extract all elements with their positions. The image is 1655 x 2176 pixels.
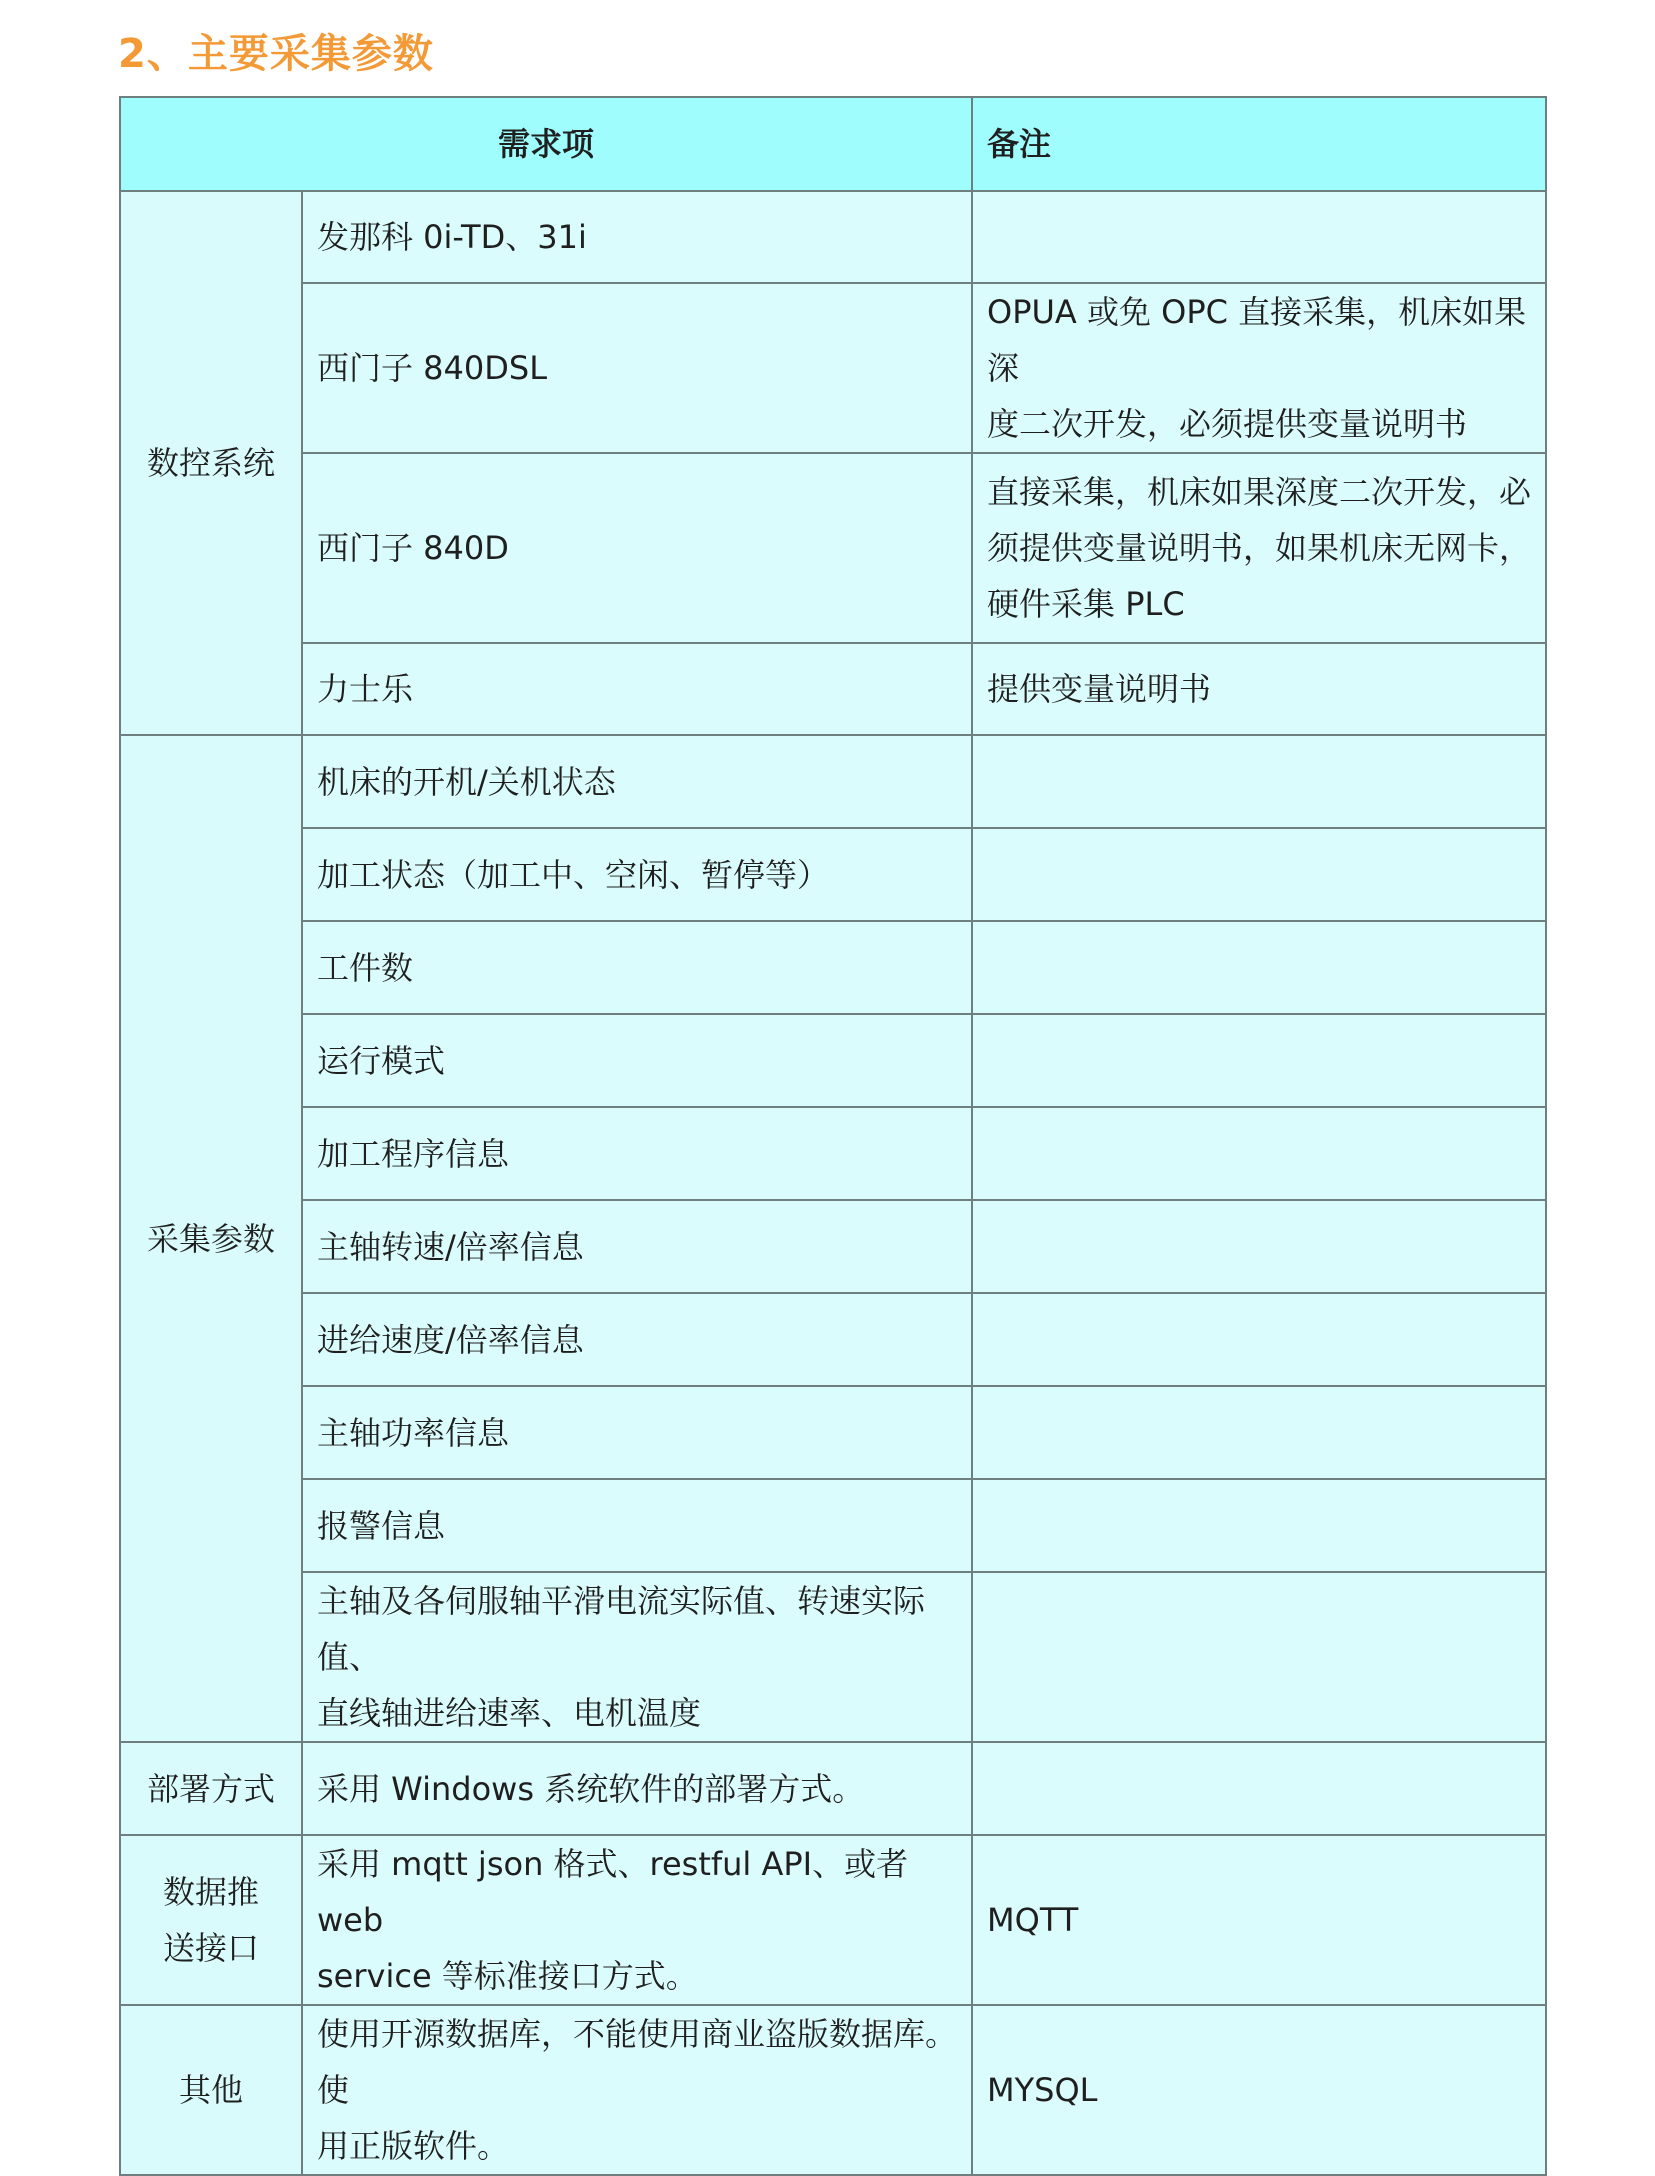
note-cell [972,1386,1546,1479]
table-row [120,828,1546,921]
header-note: 备注 [972,97,1546,191]
note-cell [972,1200,1546,1293]
item-cell: 工件数 [302,921,972,1014]
item-cell: 西门子 840D [302,453,972,643]
table-row [120,1572,1546,1742]
note-cell [972,735,1546,828]
note-cell [972,191,1546,283]
category-data-push-interface: 数据推 送接口 [120,1835,302,2005]
table-header-row [120,97,1546,191]
header-item: 需求项 [120,97,972,191]
table-row [120,191,1546,283]
category-deployment: 部署方式 [120,1742,302,1835]
category-collection-params: 采集参数 [120,735,302,1742]
note-cell [972,1742,1546,1835]
item-cell: 主轴转速/倍率信息 [302,1200,972,1293]
note-cell [972,1293,1546,1386]
item-cell: 发那科 0i-TD、31i [302,191,972,283]
table-row [120,453,1546,643]
note-cell: MQTT [972,1835,1546,2005]
section-heading: 2、主要采集参数 [118,31,434,77]
table-row [120,1835,1546,2005]
note-cell [972,1107,1546,1200]
category-cnc-system: 数控系统 [120,191,302,735]
table-row [120,1386,1546,1479]
note-cell: OPUA 或免 OPC 直接采集，机床如果深 度二次开发，必须提供变量说明书 [972,283,1546,453]
note-cell [972,1014,1546,1107]
note-cell: MYSQL [972,2005,1546,2175]
item-cell: 机床的开机/关机状态 [302,735,972,828]
table-row [120,735,1546,828]
item-cell: 力士乐 [302,643,972,735]
note-cell: 直接采集，机床如果深度二次开发，必 须提供变量说明书，如果机床无网卡， 硬件采集 PLC [972,453,1546,643]
table-row [120,1014,1546,1107]
table-row [120,1293,1546,1386]
item-cell: 使用开源数据库，不能使用商业盗版数据库。使 用正版软件。 [302,2005,972,2175]
parameters-table [119,96,1547,2176]
item-cell: 采用 mqtt json 格式、restful API、或者 web service 等标准接口方式。 [302,1835,972,2005]
table-row [120,643,1546,735]
item-cell: 运行模式 [302,1014,972,1107]
table-row [120,1742,1546,1835]
item-cell: 加工状态（加工中、空闲、暂停等） [302,828,972,921]
category-other: 其他 [120,2005,302,2175]
note-cell [972,921,1546,1014]
table-row [120,1479,1546,1572]
table-row [120,921,1546,1014]
table-row [120,283,1546,453]
note-cell [972,828,1546,921]
item-cell: 报警信息 [302,1479,972,1572]
item-cell: 加工程序信息 [302,1107,972,1200]
note-cell: 提供变量说明书 [972,643,1546,735]
table-row [120,2005,1546,2175]
item-cell: 主轴及各伺服轴平滑电流实际值、转速实际值、 直线轴进给速率、电机温度 [302,1572,972,1742]
item-cell: 西门子 840DSL [302,283,972,453]
item-cell: 进给速度/倍率信息 [302,1293,972,1386]
table-row [120,1200,1546,1293]
note-cell [972,1479,1546,1572]
table-row [120,1107,1546,1200]
item-cell: 采用 Windows 系统软件的部署方式。 [302,1742,972,1835]
item-cell: 主轴功率信息 [302,1386,972,1479]
note-cell [972,1572,1546,1742]
